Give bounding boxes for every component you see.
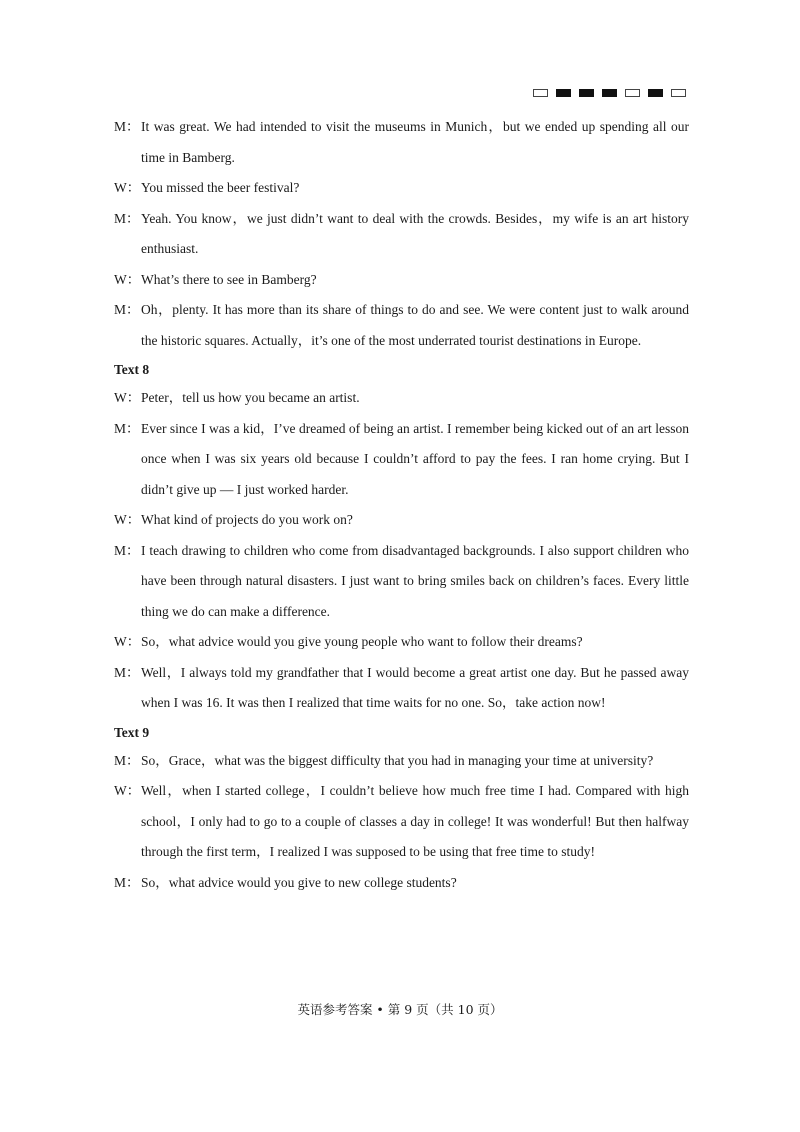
speaker-label: M： [114,874,140,890]
speech-text: Peter，tell us how you became an artist. [141,390,360,405]
speaker-label: W： [114,512,141,527]
dialogue-turn [114,658,689,719]
dialogue-turn [114,383,689,414]
dialogue-turn [114,746,689,777]
page-marker-strip [533,89,686,97]
speech-text: Ever since I was a kid，I’ve dreamed of being an artist. I remember being kicked out of an art lesson once when I was six years old because I couldn’t afford to pay the fees. I ran home crying. But I didn’t give up — I just worked harder. [141,420,689,497]
speech-text: What’s there to see in Bamberg? [141,271,317,287]
section-title: Text 8 [114,362,150,377]
speaker-label: M： [114,119,140,134]
speech-text: Oh，plenty. It has more than its share of things to do and see. We were content just to walk around the historic squares. Actually，it’s one of the most underrated tourist destinations in Europe. [141,302,689,348]
speaker-label: W： [114,783,141,798]
dialogue-turn [114,505,689,536]
dialogue-turn [114,173,689,204]
transcript-content [114,112,689,898]
speaker-label: M： [114,542,140,558]
marker-box [671,89,686,97]
speaker-label: W： [114,271,141,287]
speaker-label: M： [114,752,140,768]
speaker-label: M： [114,420,140,436]
marker-box [579,89,594,97]
dialogue-section [114,719,689,899]
marker-box [602,89,617,97]
speech-text: Yeah. You know，we just didn’t want to deal with the crowds. Besides，my wife is an art history enthusiast. [141,210,689,256]
dialogue-turn [114,295,689,356]
speech-text: You missed the beer festival? [141,180,300,195]
marker-box [533,89,548,97]
speaker-label: W： [114,634,141,649]
marker-box [625,89,640,97]
dialogue-turn [114,112,689,173]
marker-box [648,89,663,97]
dialogue-section [114,112,689,356]
speaker-label: W： [114,180,141,195]
speech-text: Well，when I started college，I couldn’t believe how much free time I had. Compared with high school，I only had to go to a couple of classes a day in college! It was wonderful! But then halfway through the first term，I realized I was supposed to be using that free time to study! [141,783,689,859]
speech-text: It was great. We had intended to visit the museums in Munich，but we ended up spending all our time in Bamberg. [141,119,689,165]
dialogue-turn [114,265,689,296]
speech-text: So，what advice would you give young people who want to follow their dreams? [141,634,583,649]
speech-text: Well，I always told my grandfather that I would become a great artist one day. But he passed away when I was 16. It was then I realized that time waits for no one. So，take action now! [141,664,689,710]
dialogue-turn [114,776,689,868]
speaker-label: M： [114,664,140,680]
speech-text: I teach drawing to children who come from disadvantaged backgrounds. I also support children who have been through natural disasters. I just want to bring smiles back on children’s faces. Every little thing we do can make a difference. [141,542,689,619]
page-footer: 英语参考答案 • 第 9 页（共 10 页） [297,1002,503,1017]
speech-text: So，what advice would you give to new college students? [141,874,457,890]
speaker-label: M： [114,210,140,226]
speech-text: What kind of projects do you work on? [141,512,353,527]
dialogue-turn [114,536,689,628]
dialogue-section [114,356,689,719]
dialogue-turn [114,627,689,658]
section-title: Text 9 [114,724,150,740]
marker-box [556,89,571,97]
speaker-label: W： [114,390,141,405]
speech-text: So，Grace，what was the biggest difficulty that you had in managing your time at university? [141,752,654,768]
dialogue-turn [114,414,689,506]
speaker-label: M： [114,302,140,317]
dialogue-turn [114,204,689,265]
dialogue-turn [114,868,689,899]
